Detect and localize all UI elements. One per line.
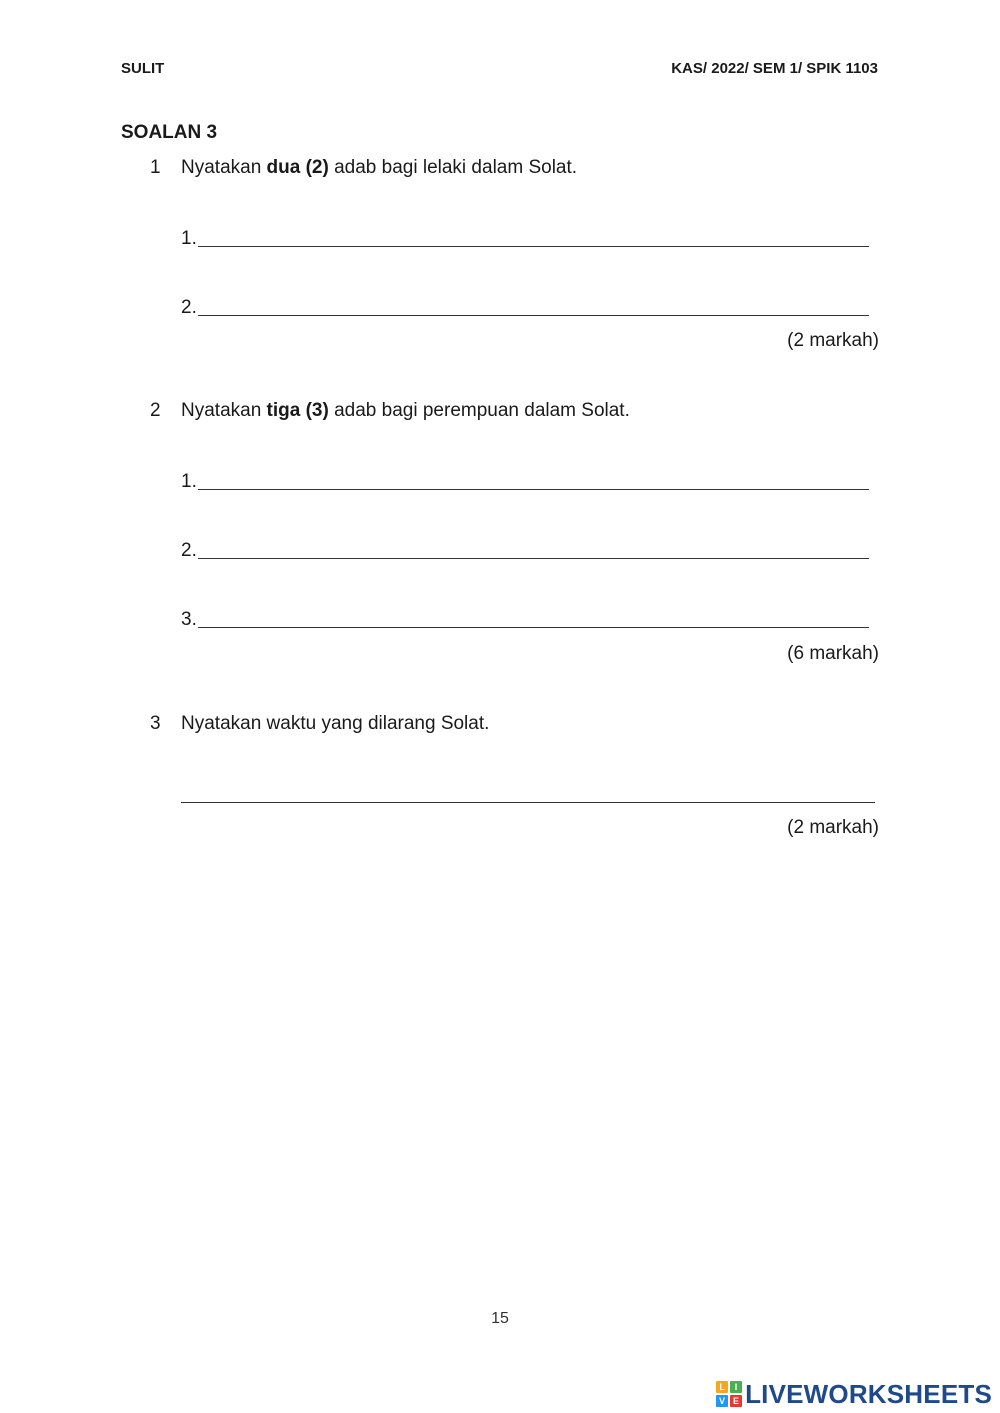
- question-3-text: Nyatakan waktu yang dilarang Solat.: [181, 713, 490, 734]
- question-3-answer-line[interactable]: [181, 802, 875, 803]
- mark-letter: E: [730, 1395, 742, 1407]
- question-1-text: [181, 157, 577, 179]
- mark-letter: L: [716, 1381, 728, 1393]
- page-number: 15: [491, 1310, 509, 1327]
- question-2-answer-2-label: 2.: [181, 540, 197, 561]
- question-1-text-before: Nyatakan: [181, 157, 267, 178]
- question-2-marks: (6 markah): [787, 643, 879, 664]
- question-2-text-bold: tiga (3): [266, 400, 329, 421]
- question-2-text: [181, 400, 630, 422]
- question-2-number: 2: [150, 400, 161, 421]
- question-2-answer-1-label: 1.: [181, 471, 197, 492]
- question-2-answer-3-line[interactable]: [198, 627, 869, 628]
- question-3-marks: (2 markah): [787, 817, 879, 838]
- header-left-label: SULIT: [121, 60, 165, 77]
- question-1-number: 1: [150, 157, 161, 178]
- section-title: SOALAN 3: [121, 122, 218, 143]
- question-1-answer-1-label: 1.: [181, 228, 197, 249]
- question-2-text-after: adab bagi perempuan dalam Solat.: [328, 400, 630, 421]
- liveworksheets-mark-icon: [716, 1381, 742, 1407]
- question-1-text-bold: dua (2): [266, 157, 329, 178]
- question-2-answer-3-label: 3.: [181, 609, 197, 630]
- question-2-answer-1-line[interactable]: [198, 489, 869, 490]
- mark-letter: I: [730, 1381, 742, 1393]
- question-1-answer-2-line[interactable]: [198, 315, 869, 316]
- question-1-text-after: adab bagi lelaki dalam Solat.: [328, 157, 578, 178]
- liveworksheets-logo[interactable]: [716, 1379, 992, 1409]
- header-course-code: KAS/ 2022/ SEM 1/ SPIK 1103: [671, 60, 878, 77]
- question-1-answer-2-label: 2.: [181, 297, 197, 318]
- liveworksheets-wordmark: LIVEWORKSHEETS: [745, 1379, 992, 1409]
- question-1-answer-1-line[interactable]: [198, 246, 869, 247]
- question-1-marks: (2 markah): [787, 330, 879, 351]
- question-3-number: 3: [150, 713, 161, 734]
- question-2-text-before: Nyatakan: [181, 400, 267, 421]
- question-2-answer-2-line[interactable]: [198, 558, 869, 559]
- mark-letter: V: [716, 1395, 728, 1407]
